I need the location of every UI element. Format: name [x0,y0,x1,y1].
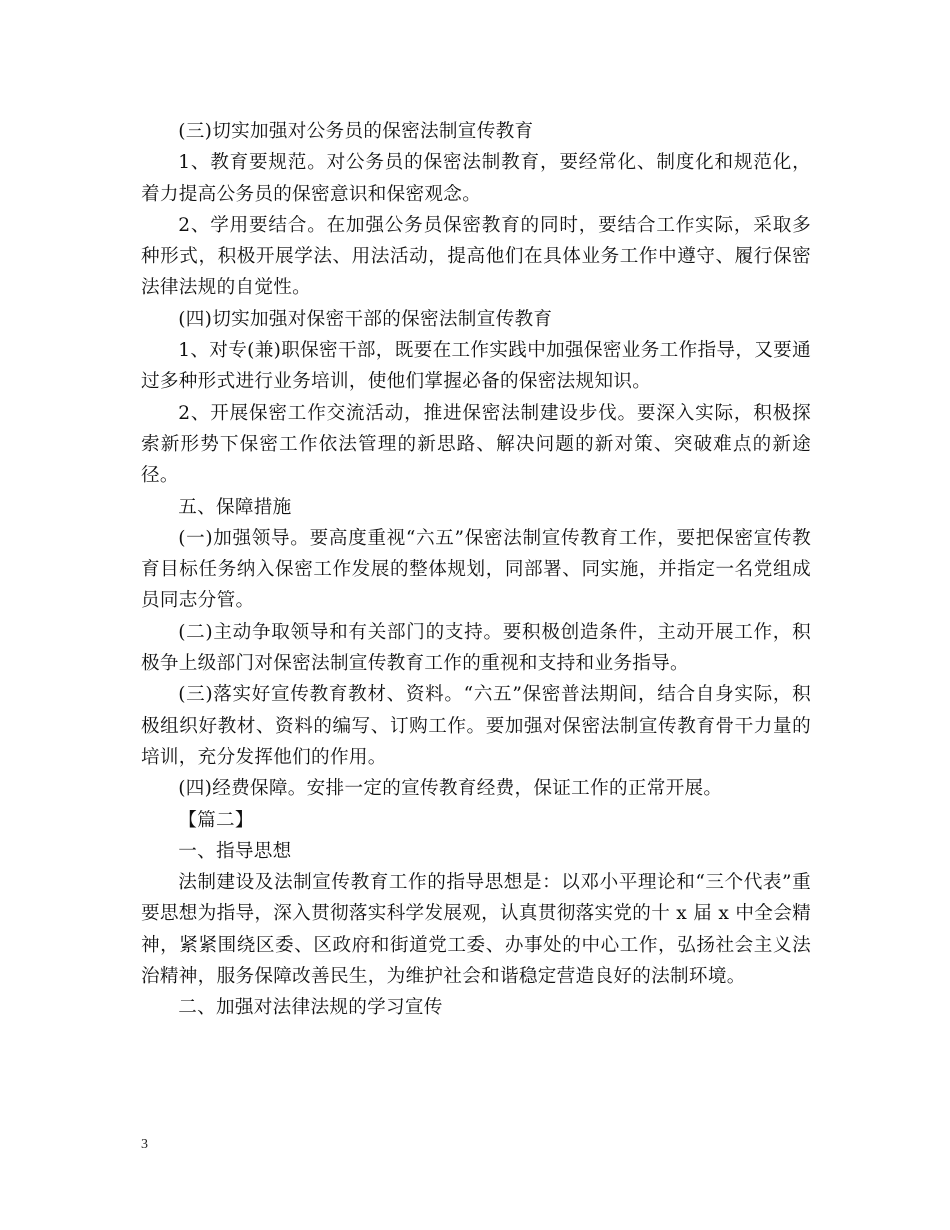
body-paragraph: (三)落实好宣传教育教材、资料。“六五”保密普法期间，结合自身实际，积极组织好教材、资料的编写、订购工作。要加强对保密法制宣传教育骨干力量的培训，充分发挥他们的作用。 [141,684,811,768]
section-heading: (四)切实加强对保密干部的保密法制宣传教育 [178,308,553,330]
section-heading: 五、保障措施 [178,496,292,518]
document-body [141,116,811,1024]
body-paragraph: 2、开展保密工作交流活动，推进保密法制建设步伐。要深入实际，积极探索新形势下保密工作依法管理的新思路、解决问题的新对策、突破难点的新途径。 [141,402,811,487]
part-heading: 【篇二】 [178,809,254,831]
body-paragraph: 2、学用要结合。在加强公务员保密教育的同时，要结合工作实际，采取多种形式，积极开展学法、用法活动，提高他们在具体业务工作中遵守、履行保密法律法规的自觉性。 [141,214,811,299]
body-paragraph: (二)主动争取领导和有关部门的支持。要积极创造条件，主动开展工作，积极争上级部门对保密法制宣传教育工作的重视和支持和业务指导。 [141,621,811,675]
body-paragraph: (四)经费保障。安排一定的宣传教育经费，保证工作的正常开展。 [178,778,723,800]
body-paragraph: 1、对专(兼)职保密干部，既要在工作实践中加强保密业务工作指导，又要通过多种形式进行业务培训，使他们掌握必备的保密法规知识。 [141,340,811,393]
section-heading: 一、指导思想 [178,840,292,862]
section-heading: (三)切实加强对公务员的保密法制宣传教育 [178,121,534,142]
section-heading: 二、加强对法律法规的学习宣传 [178,997,443,1019]
page-number: 3 [141,1137,148,1152]
body-paragraph: (一)加强领导。要高度重视“六五”保密法制宣传教育工作，要把保密宣传教育目标任务纳入保密工作发展的整体规划，同部署、同实施，并指定一名党组成员同志分管。 [141,527,811,612]
body-paragraph: 法制建设及法制宣传教育工作的指导思想是：以邓小平理论和“三个代表”重要思想为指导，深入贯彻落实科学发展观，认真贯彻落实党的十 x 届 x 中全会精神，紧紧围绕区委、区政府和街道党工委、办事处的中心工作，弘扬社会主义法治精神，服务保障改善民生，为维护社会和谐稳定营造良好的法制环境。 [141,872,811,988]
body-paragraph: 1、教育要规范。对公务员的保密法制教育，要经常化、制度化和规范化，着力提高公务员的保密意识和保密观念。 [141,152,811,205]
